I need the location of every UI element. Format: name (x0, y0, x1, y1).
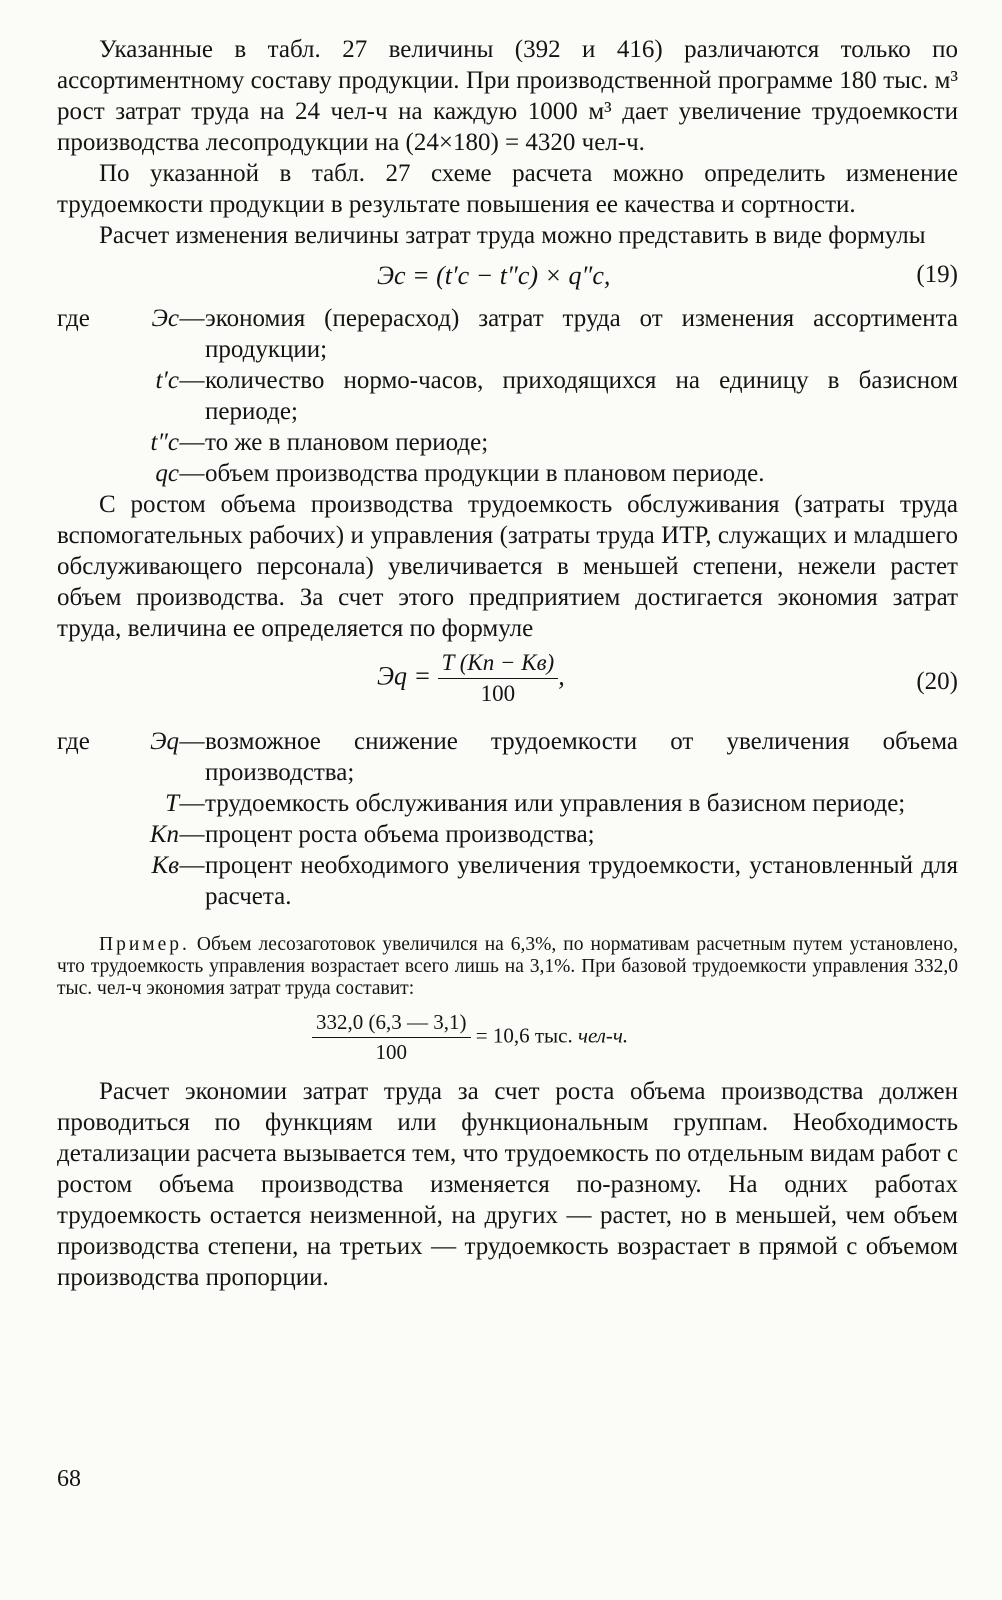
example-paragraph (57, 934, 958, 1000)
example-text: Объем лесозаготовок увеличился на 6,3%, по нормативам расчетным путем установлено, что трудоемкость управления возрастает всего лишь на 3,1%. При базовой трудоемкости управления 332,0 тыс. чел-ч экономия затрат труда составит: (57, 934, 958, 999)
definition-text: возможное снижение трудоемкости от увеличения объема производства; (205, 728, 958, 786)
formula-19-definitions (57, 303, 958, 489)
definition-lead (57, 850, 113, 912)
paragraph-1: Указанные в табл. 27 величины (392 и 416) различаются только по ассортиментному составу продукции. При производственной программе 180 тыс. м³ рост затрат труда на 24 чел-ч на каждую 1000 м³ дает увеличение трудоемкости производства лесопродукции на (24×180) = 4320 чел-ч. (57, 36, 958, 156)
definition-symbol: t′с (155, 367, 179, 394)
definition-text: процент роста объема производства; (205, 821, 595, 848)
definition-text: экономия (перерасход) затрат труда от изменения ассортимента продукции; (205, 305, 958, 363)
definition-row: t′с — количество нормо-часов, приходящихся на единицу в базисном периоде; (57, 365, 958, 427)
definition-symbol: Эq (150, 728, 179, 755)
definition-lead: где (57, 728, 90, 755)
definition-row: qс — объем производства продукции в плановом периоде. (57, 458, 958, 489)
paragraph-2: По указанной в табл. 27 схеме расчета можно определить изменение трудоемкости продукции в результате повышения ее качества и сортности. (57, 160, 958, 218)
definition-row: где Эс — экономия (перерасход) затрат труда от изменения ассортимента продукции; (57, 305, 958, 363)
definition-lead (57, 458, 113, 489)
definition-text: процент необходимого увеличения трудоемкости, установленный для расчета. (205, 852, 958, 910)
example-denominator: 100 (375, 1040, 407, 1064)
definition-symbol: Kп (149, 821, 179, 848)
definition-row: t″с — то же в плановом периоде; (57, 427, 958, 458)
definition-row: T — трудоемкость обслуживания или управления в базисном периоде; (57, 788, 958, 819)
formula-20 (57, 644, 958, 726)
formula-20-numerator: T (Kп − Kв) (438, 650, 559, 679)
page-text (57, 34, 958, 1293)
definition-row: Kп — процент роста объема производства; (57, 819, 958, 850)
page-number: 68 (57, 1466, 81, 1492)
formula-20-lhs: Эq = (377, 661, 432, 691)
definition-symbol: T (165, 790, 179, 817)
definition-lead (57, 788, 113, 819)
paragraph-3: Расчет изменения величины затрат труда можно представить в виде формулы (99, 222, 926, 249)
example-fraction (312, 1010, 471, 1065)
formula-19-number: (19) (916, 261, 958, 288)
definition-symbol: Эс (151, 305, 179, 332)
definition-row: где Эq — возможное снижение трудоемкости от увеличения объема производства; (57, 728, 958, 786)
formula-20-expression (377, 650, 565, 707)
definition-symbol: qс (155, 460, 179, 487)
definition-row: Kв — процент необходимого увеличения трудоемкости, установленный для расчета. (57, 850, 958, 912)
formula-19 (57, 251, 958, 303)
definition-text: то же в плановом периоде; (205, 429, 489, 456)
definition-symbol: t″с (150, 429, 179, 456)
example-formula (57, 1006, 958, 1076)
example-label: Пример. (99, 934, 190, 955)
example-unit: чел-ч. (577, 1023, 629, 1048)
example-result: = 10,6 тыс. (470, 1023, 578, 1048)
definition-lead (57, 427, 113, 458)
definition-lead (57, 365, 113, 427)
formula-20-number: (20) (916, 668, 958, 695)
formula-20-denominator: 100 (480, 681, 516, 706)
definition-lead (57, 819, 113, 850)
example-numerator: 332,0 (6,3 — 3,1) (312, 1010, 471, 1038)
formula-20-fraction (438, 650, 559, 707)
formula-20-tail: , (558, 661, 565, 691)
definition-lead: где (57, 305, 90, 332)
definition-text: объем производства продукции в плановом периоде. (205, 460, 765, 487)
definition-text: трудоемкость обслуживания или управления в базисном периоде; (205, 790, 906, 817)
definition-symbol: Kв (151, 852, 179, 879)
formula-19-expression: Эс = (t′с − t″с) × q″с, (377, 261, 611, 290)
paragraph-5: Расчет экономии затрат труда за счет роста объема производства должен проводиться по функциям или функциональным группам. Необходимость детализации расчета вызывается тем, что трудоемкость по отдельным видам работ с ростом объема производства изменяется по-разному. На одних работах трудоемкость остается неизменной, на других — растет, но в меньшей, чем объем производства степени, на третьих — трудоемкость возрастает в прямой с объемом производства пропорции. (57, 1078, 958, 1291)
definition-text: количество нормо-часов, приходящихся на единицу в базисном периоде; (205, 367, 958, 425)
formula-20-definitions (57, 726, 958, 912)
example-expression (312, 1010, 628, 1065)
paragraph-4: С ростом объема производства трудоемкость обслуживания (затраты труда вспомогательных рабочих) и управления (затраты труда ИТР, служащих и младшего обслуживающего персонала) увеличивается в меньшей степени, нежели растет объем производства. За счет этого предприятием достигается экономия затрат труда, величина ее определяется по формуле (57, 491, 958, 642)
